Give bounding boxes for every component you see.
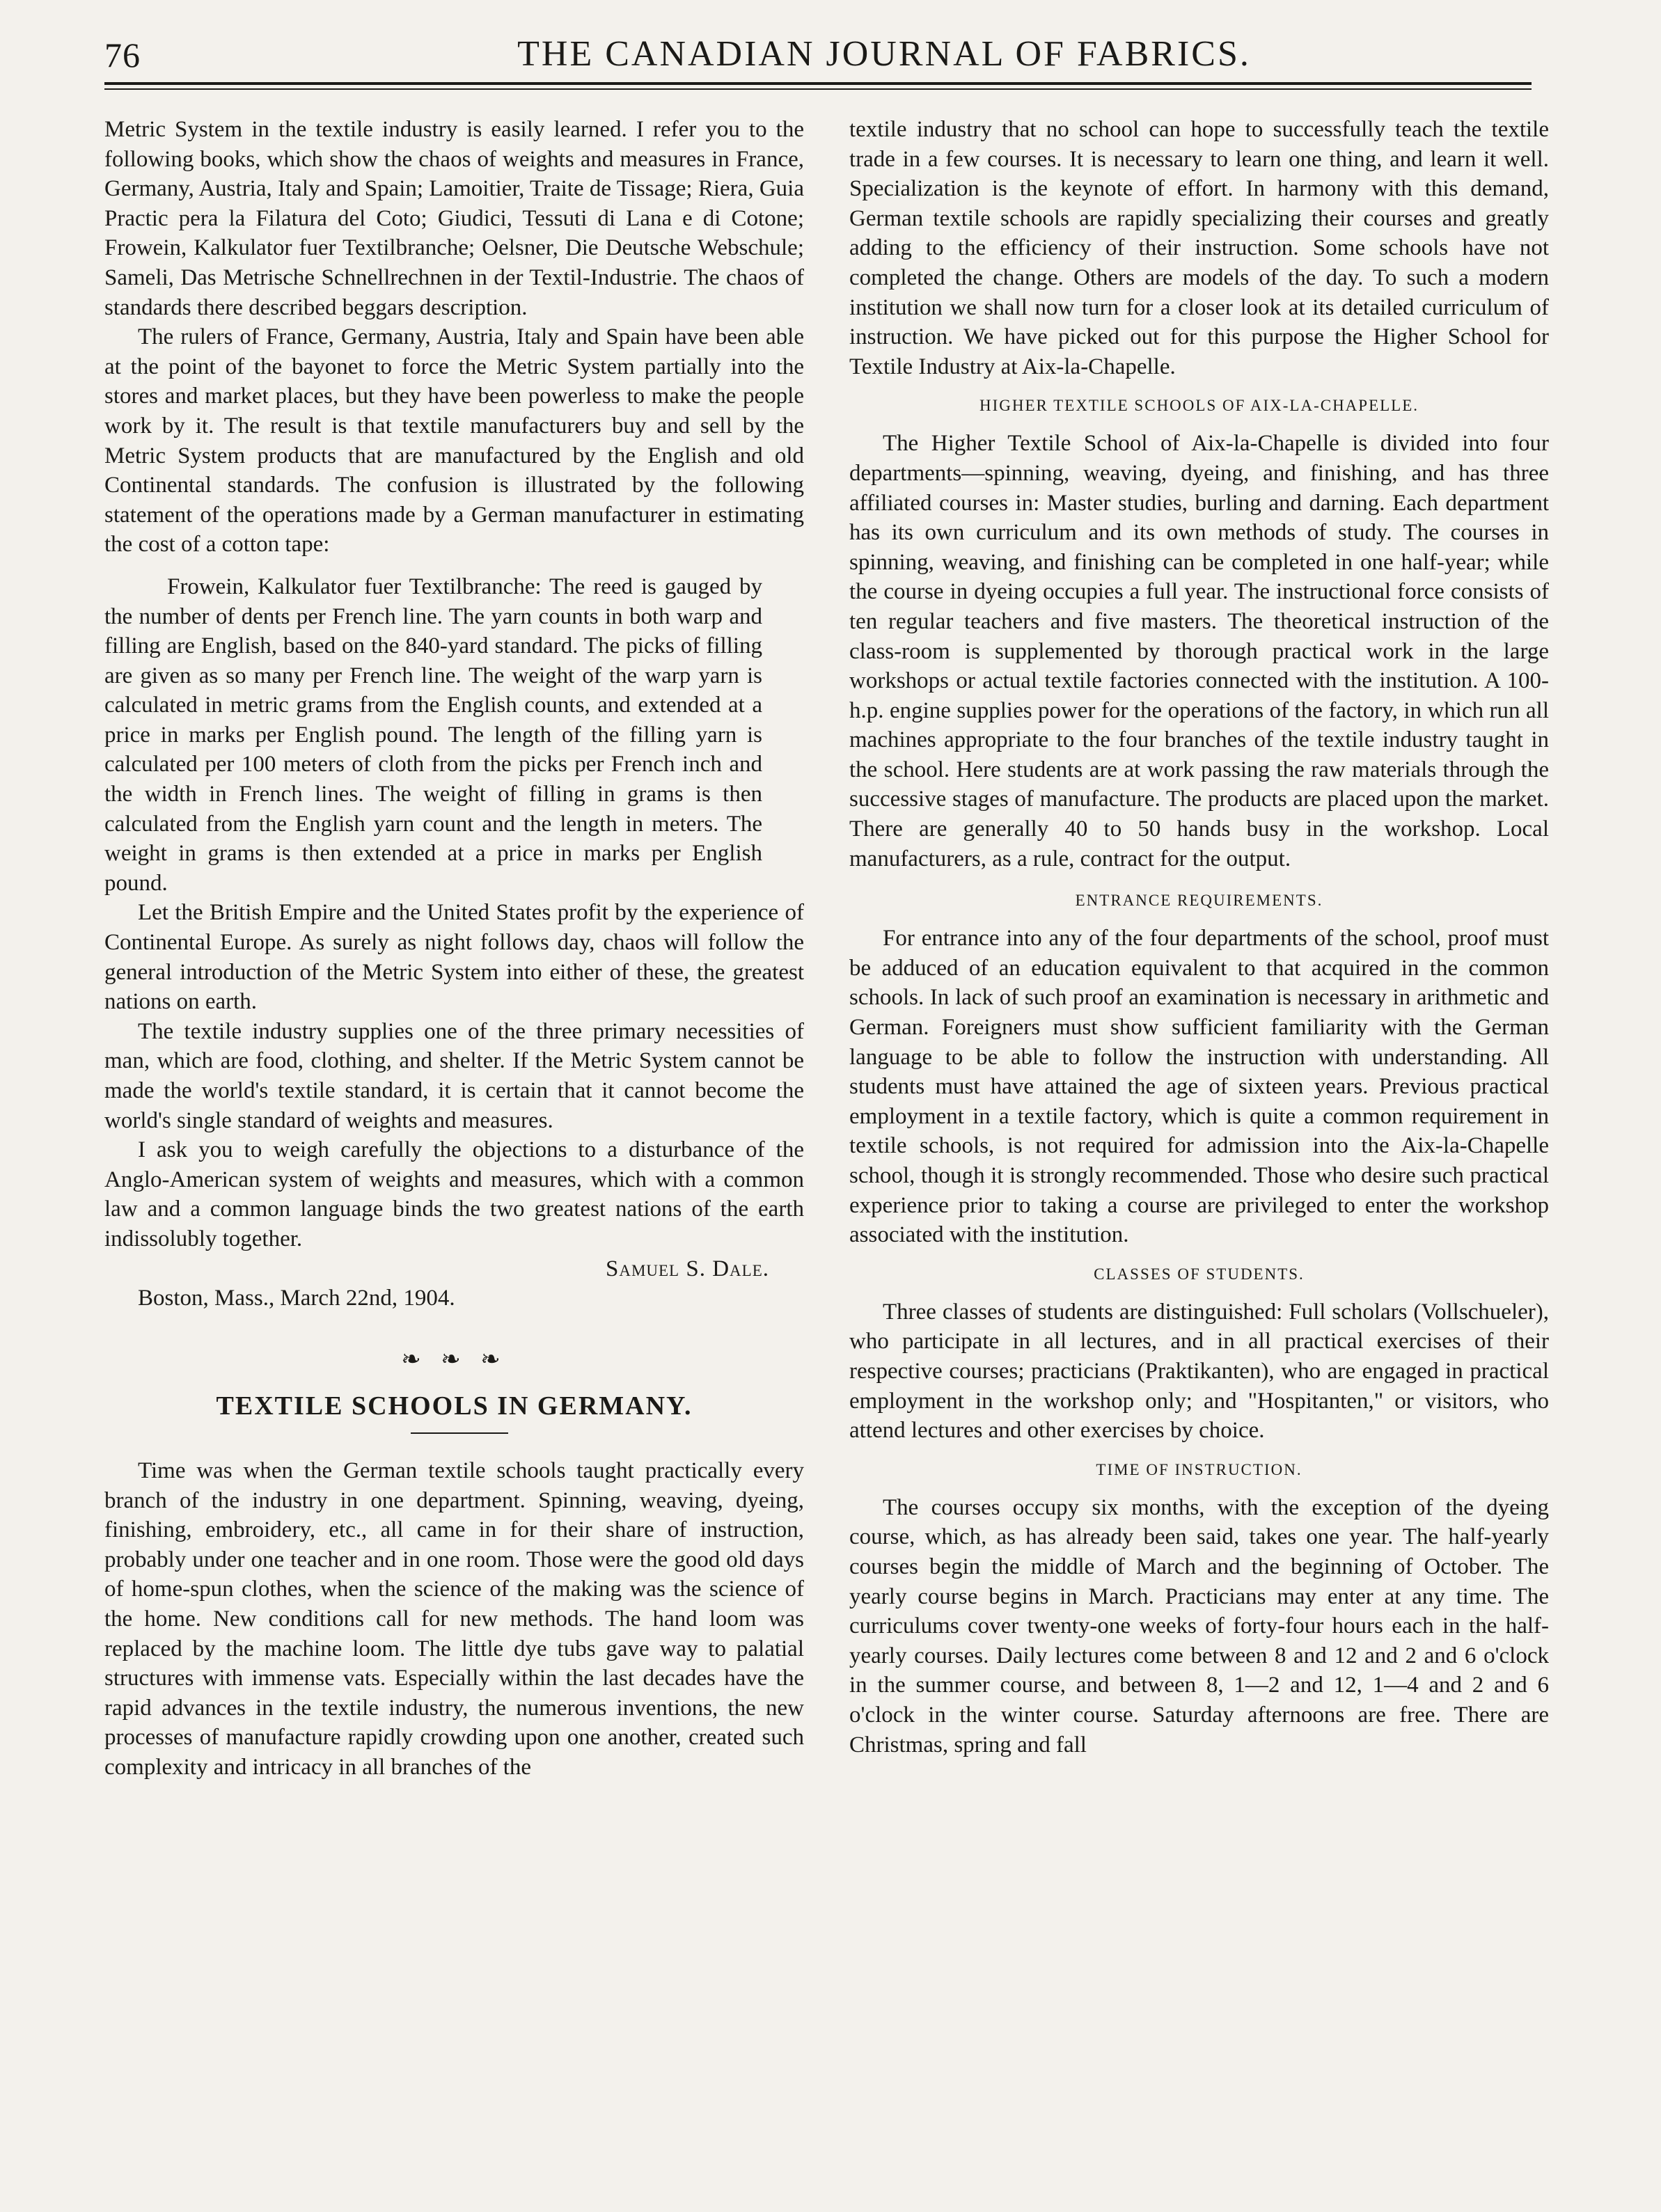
- left-column: [104, 115, 804, 1782]
- paragraph: Let the British Empire and the United States profit by the experience of Continental Europe. As surely as night follows day, chaos will follow the general introduction of the Metric System into either of these, the greatest nations on earth.: [104, 900, 804, 1015]
- article-title: TEXTILE SCHOOLS IN GERMANY.: [104, 1391, 804, 1421]
- header-rule-thin: [104, 88, 1532, 90]
- author-signature: Samuel S. Dale.: [605, 1256, 769, 1281]
- right-column: [849, 115, 1549, 1760]
- paragraph: textile industry that no school can hope to successfully teach the textile trade in a few courses. It is necessary to learn one thing, and learn it well. Specialization is the keynote of effort. In harmony with this demand, German textile schools are rapidly specializing their courses and greatly adding to the efficiency of their instruction. Some schools have not completed the change. Others are models of the day. To such a modern institution we shall now turn for a closer look at its detailed curriculum of instruction. We have picked out for this purpose the Higher School for Textile Industry at Aix-la-Chapelle.: [849, 117, 1549, 379]
- section-heading: CLASSES OF STUDENTS.: [1094, 1265, 1305, 1283]
- paragraph: Three classes of students are distinguished: Full scholars (Vollschueler), who participate in all lectures, and in all practical exercises of their respective courses; practicians (Praktikanten), who are engaged in practical employment in the workshop only; and "Hospitanten," or visitors, who attend lectures and other exercises by choice.: [849, 1299, 1549, 1444]
- section-heading: ENTRANCE REQUIREMENTS.: [1075, 892, 1323, 910]
- section-heading: TIME OF INSTRUCTION.: [1096, 1460, 1302, 1478]
- paragraph: For entrance into any of the four departments of the school, proof must be adduced of an education equivalent to that acquired in the common schools. In lack of such proof an examination is necessary in arithmetic and German. Foreigners must show sufficient familiarity with the German language to be able to follow the instruction with understanding. All students must have attained the age of sixteen years. Previous practical employment in a textile factory, which is quite a common requirement in textile schools, is not required for admission into the Aix-la-Chapelle school, though it is strongly recommended. Those who desire such practical experience prior to taking a course are privileged to enter the workshop associated with the institution.: [849, 926, 1549, 1248]
- paragraph: The rulers of France, Germany, Austria, Italy and Spain have been able at the point of the bayonet to force the Metric System partially into the stores and market places, but they have been powerless to make the people work by it. The result is that textile manufacturers buy and sell by the Metric System products that are manufactured by the English and old Continental standards. The confusion is illustrated by the following statement of the operations made by a German manufacturer in estimating the cost of a cotton tape:: [104, 324, 804, 558]
- paragraph: Metric System in the textile industry is easily learned. I refer you to the following books, which show the chaos of weights and measures in France, Germany, Austria, Italy and Spain; Lamoitier, Traite de Tissage; Riera, Guia Practic pera la Filatura del Coto; Giudici, Tessuti di Lana e di Cotone; Frowein, Kalkulator fuer Textilbranche; Oelsner, Die Deutsche Webschule; Sameli, Das Metrische Schnellrechnen in der Textil-Industrie. The chaos of standards there described beggars description.: [104, 117, 804, 320]
- paragraph: The textile industry supplies one of the three primary necessities of man, which are food, clothing, and shelter. If the Metric System cannot be made the world's textile standard, it is certain that it cannot become the world's single standard of weights and measures.: [104, 1018, 804, 1133]
- paragraph: The courses occupy six months, with the exception of the dyeing course, which, as has already been said, takes one year. The half-yearly courses begin the middle of March and the beginning of October. The yearly course begins in March. Practicians may enter at any time. The curriculums cover twenty-one weeks of forty-four hours each in the half-yearly courses. Daily lectures come between 8 and 12 and 2 and 6 o'clock in the summer course, and between 8, 1—2 and 12, 1—4 and 2 and 6 o'clock in the winter course. Saturday afternoons are free. There are Christmas, spring and fall: [849, 1494, 1549, 1757]
- section-ornament: ❧ ❧ ❧: [401, 1346, 507, 1373]
- journal-title: THE CANADIAN JOURNAL OF FABRICS.: [517, 34, 1251, 74]
- quote-text: Frowein, Kalkulator fuer Textilbranche: The reed is gauged by the number of dents per French line. The yarn counts in both warp and filling are English, based on the 840-yard standard. The picks of filling are given as so many per French line. The weight of the warp yarn is calculated in metric grams from the English counts, and extended at a price in marks per English pound. The length of the filling yarn is calculated per 100 meters of cloth from the picks per French inch and the width in French lines. The weight of filling in grams is then calculated from the English yarn count and the length in meters. The weight in grams is then extended at a price in marks per English pound.: [104, 574, 762, 896]
- dateline: Boston, Mass., March 22nd, 1904.: [138, 1286, 455, 1311]
- block-quote: [104, 572, 762, 899]
- paragraph: Time was when the German textile schools taught practically every branch of the industry in one department. Spinning, weaving, dyeing, finishing, embroidery, etc., all came in for their share of instruction, probably under one teacher and in one room. Those were the good old days of home-spun clothes, when the science of the making was the science of the home. New conditions call for new methods. The hand loom was replaced by the machine loom. The little dye tubs gave way to palatial structures with immense vats. Especially within the last decades have the rapid advances in the textile industry, the numerous inventions, the new processes of manufacture rapidly crowding upon one another, created such complexity and intricacy in all branches of the: [104, 1457, 804, 1780]
- paragraph: The Higher Textile School of Aix-la-Chapelle is divided into four departments—spinning, weaving, dyeing, and finishing, and has three affiliated courses in: Master studies, burling and darning. Each department has its own curriculum and its own methods of study. The courses in spinning, weaving, and finishing can be completed in one half-year; while the course in dyeing occupies a full year. The instructional force consists of ten regular teachers and five masters. The theoretical instruction of the class-room is supplemented by thorough practical work in the large workshops or actual textile factories connected with the institution. A 100-h.p. engine supplies power for the operations of the factory, in which run all machines appropriate to the four branches of the textile industry taught in the school. Here students are at work passing the raw materials through the successive stages of manufacture. The products are placed upon the market. There are generally 40 to 50 hands busy in the workshop. Local manufacturers, as a rule, contract for the output.: [849, 431, 1549, 871]
- page-number: 76: [104, 35, 141, 74]
- paragraph: I ask you to weigh carefully the objections to a disturbance of the Anglo-American system of weights and measures, which with a common law and a common language binds the two greatest nations of the earth indissolubly together.: [104, 1137, 804, 1251]
- header-rule: [104, 82, 1532, 85]
- section-heading: HIGHER TEXTILE SCHOOLS OF AIX-LA-CHAPELLE.: [979, 397, 1419, 415]
